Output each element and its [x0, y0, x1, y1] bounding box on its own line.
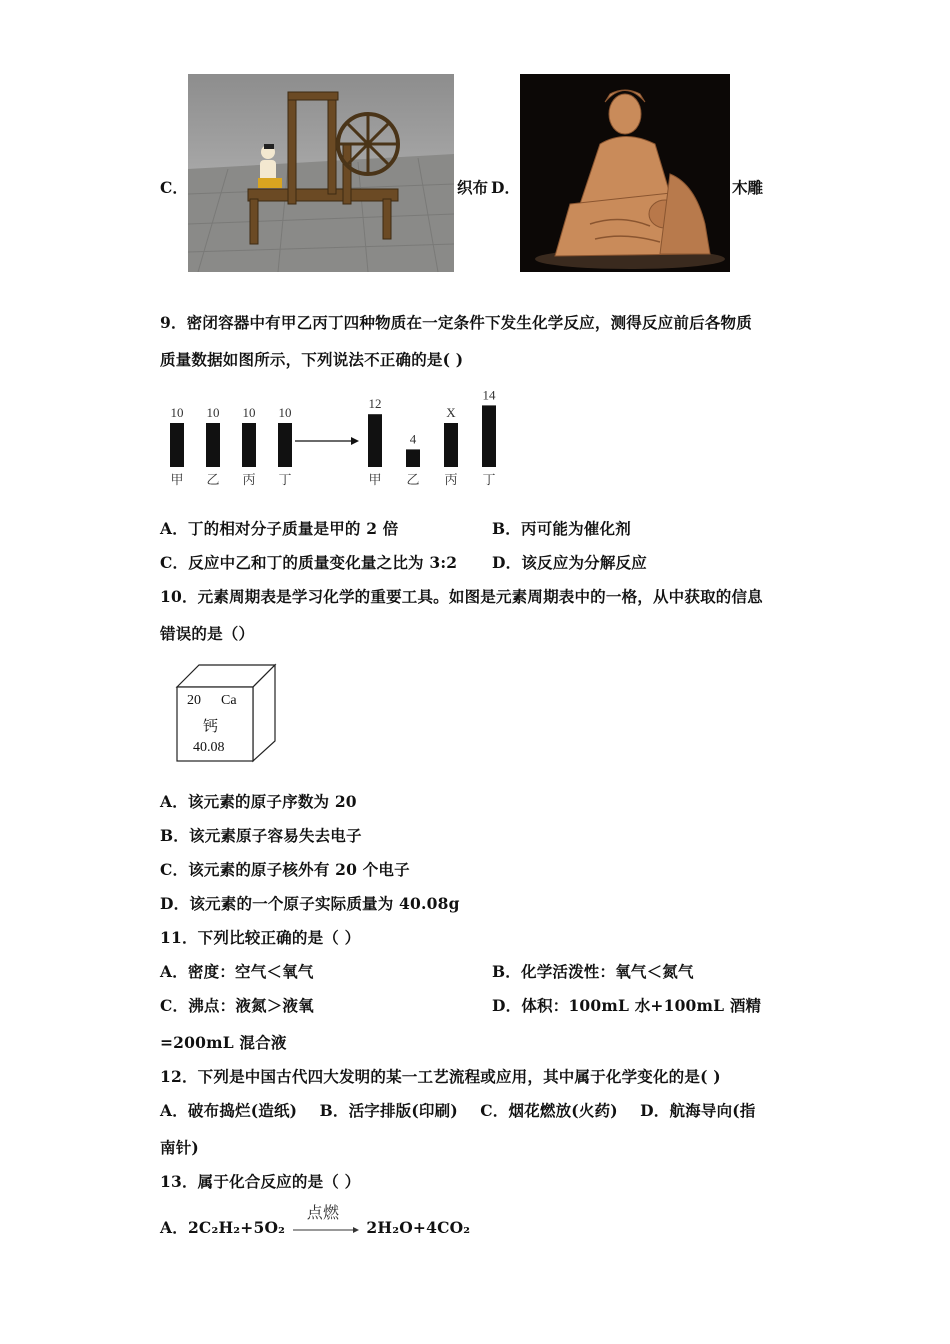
before-category-label-4: 丁: [278, 473, 292, 488]
before-value-label-1: 10: [170, 405, 184, 420]
q8-option-c-text: 织布: [457, 178, 489, 197]
q10-option-b: B．该元素原子容易失去电子: [160, 826, 362, 845]
q11-stem: 11．下列比较正确的是（ ）: [160, 928, 361, 947]
before-category-label-1: 甲: [170, 473, 184, 488]
q11-option-a: A．密度：空气＜氧气: [160, 962, 314, 981]
condition-text: 点燃: [306, 1203, 340, 1222]
q12-options-cont: 南针): [160, 1138, 199, 1157]
after-bar-2: [406, 449, 420, 467]
after-category-label-2: 乙: [406, 473, 420, 488]
chart-before-group: [170, 405, 292, 488]
q10-option-d: D．该元素的一个原子实际质量为 40.08g: [160, 894, 460, 913]
q9-option-d: D．该反应为分解反应: [492, 553, 647, 572]
before-bar-3: [242, 423, 256, 467]
before-category-label-3: 丙: [242, 473, 256, 488]
q13-eq-right: 2H₂O+4CO₂: [366, 1218, 471, 1237]
q13-eq-left: 2C₂H₂+5O₂: [187, 1218, 286, 1237]
q13-stem: 13．属于化合反应的是（ ）: [160, 1172, 361, 1191]
q12-stem: 12．下列是中国古代四大发明的某一工艺流程或应用，其中属于化学变化的是( ): [160, 1067, 721, 1086]
q9-bar-chart: [155, 375, 515, 495]
after-category-label-4: 丁: [482, 473, 496, 488]
reaction-condition-arrow: [291, 1203, 361, 1238]
q10-option-a: A．该元素的原子序数为 20: [160, 792, 357, 811]
after-bar-3: [444, 423, 458, 467]
q13-option-a-label: A．: [160, 1218, 188, 1237]
q9-stem-line2: 质量数据如图所示，下列说法不正确的是( ): [160, 350, 464, 369]
q9-stem-line1: 9．密闭容器中有甲乙丙丁四种物质在一定条件下发生化学反应，测得反应前后各物质: [160, 313, 752, 332]
q8-option-d-label: D．: [491, 178, 520, 197]
element-name: 钙: [203, 717, 219, 735]
reaction-arrow: [295, 437, 359, 445]
before-category-label-2: 乙: [206, 473, 220, 488]
before-bar-2: [206, 423, 220, 467]
q9-option-c: C．反应中乙和丁的质量变化量之比为 3:2: [160, 553, 458, 572]
atomic-mass: 40.08: [193, 740, 225, 755]
before-bar-1: [170, 423, 184, 467]
wood-carving-image: [520, 74, 730, 272]
after-bar-1: [368, 414, 382, 467]
after-bar-4: [482, 405, 496, 467]
q11-option-c: C．沸点：液氮＞液氧: [160, 996, 314, 1015]
q13-option-a: [160, 1203, 471, 1238]
after-value-label-1: 12: [368, 396, 382, 412]
before-value-label-2: 10: [206, 405, 220, 420]
q9-option-b: B．丙可能为催化剂: [492, 519, 631, 538]
q8-option-d-text: 木雕: [732, 178, 764, 197]
q11-option-b: B．化学活泼性：氧气＜氮气: [492, 962, 694, 981]
before-value-label-3: 10: [242, 405, 256, 420]
periodic-table-cell: [175, 663, 277, 763]
q10-stem-line2: 错误的是（）: [160, 624, 255, 643]
loom-image: [188, 74, 454, 272]
chart-after-group: [368, 387, 496, 488]
loom-icon: [188, 74, 454, 272]
before-value-label-4: 10: [278, 405, 292, 420]
after-value-label-2: 4: [409, 431, 417, 447]
after-value-label-3: X: [446, 405, 456, 420]
after-category-label-1: 甲: [368, 473, 382, 488]
element-symbol: Ca: [221, 693, 237, 708]
q8-option-c-label: C．: [160, 178, 188, 197]
atomic-number: 20: [187, 693, 201, 708]
q11-option-d-cont: =200mL 混合液: [160, 1033, 287, 1052]
q10-stem-line1: 10．元素周期表是学习化学的重要工具。如图是元素周期表中的一格，从中获取的信息: [160, 587, 763, 606]
before-bar-4: [278, 423, 292, 467]
wood-carving-icon: [520, 74, 730, 272]
after-category-label-3: 丙: [444, 473, 458, 488]
q10-option-c: C．该元素的原子核外有 20 个电子: [160, 860, 410, 879]
after-value-label-4: 14: [482, 387, 496, 403]
q12-options-line: A．破布捣烂(造纸) B．活字排版(印刷) C．烟花燃放(火药) D．航海导向(指: [160, 1101, 756, 1120]
q9-option-a: A．丁的相对分子质量是甲的 2 倍: [160, 519, 399, 538]
q11-option-d: D．体积：100mL 水+100mL 酒精: [492, 996, 762, 1015]
